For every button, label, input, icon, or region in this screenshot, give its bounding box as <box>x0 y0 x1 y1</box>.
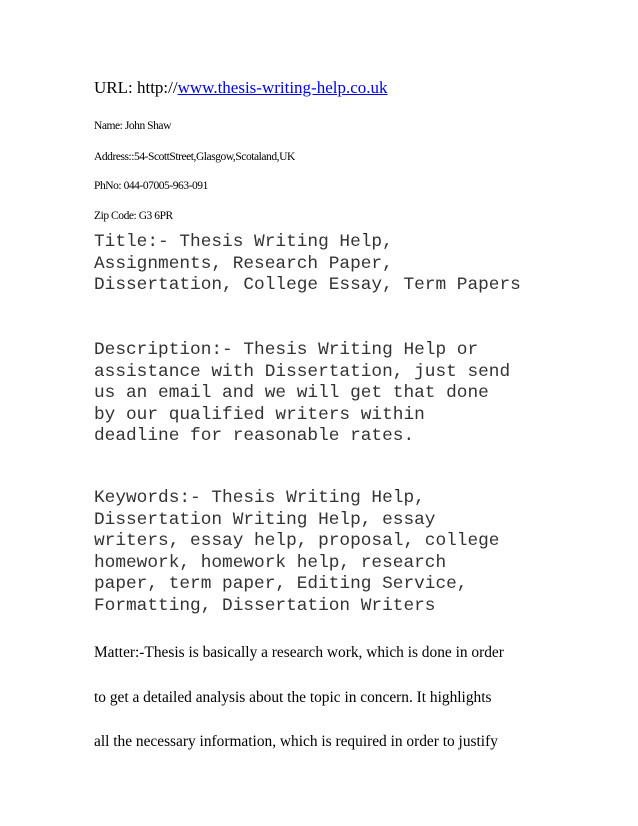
description-block <box>94 340 634 448</box>
contact-name: Name: John Shaw <box>94 120 171 132</box>
matter-line: Matter:-Thesis is basically a research work, which is done in order <box>94 644 504 661</box>
description-line: Description:- Thesis Writing Help or <box>94 340 479 360</box>
description-line: us an email and we will get that done <box>94 383 489 403</box>
title-block <box>94 232 634 297</box>
keywords-line: homework, homework help, research <box>94 552 447 573</box>
keywords-block <box>94 488 634 617</box>
contact-zip: Zip Code: G3 6PR <box>94 210 173 222</box>
title-line: Assignments, Research Paper, <box>94 253 393 274</box>
title-line: Title:- Thesis Writing Help, <box>94 232 393 252</box>
matter-line: to get a detailed analysis about the topic in concern. It highlights <box>94 689 492 706</box>
keywords-line: paper, term paper, Editing Service, <box>94 574 468 594</box>
keywords-line: Keywords:- Thesis Writing Help, <box>94 488 425 508</box>
keywords-line: Dissertation Writing Help, essay <box>94 509 436 530</box>
title-line: Dissertation, College Essay, Term Papers <box>94 275 521 295</box>
url-label: URL: http:// <box>94 78 178 97</box>
keywords-line: Formatting, Dissertation Writers <box>94 595 436 616</box>
description-line: assistance with Dissertation, just send <box>94 361 511 382</box>
contact-phone: PhNo: 044-07005-963-091 <box>94 180 208 192</box>
matter-line: all the necessary information, which is required in order to justify <box>94 733 498 750</box>
description-line: deadline for reasonable rates. <box>94 426 415 446</box>
url-line <box>94 78 388 98</box>
keywords-line: writers, essay help, proposal, college <box>94 531 500 551</box>
contact-address: Address::54-ScottStreet,Glasgow,Scotaland,UK <box>94 151 295 163</box>
website-link[interactable]: www.thesis-writing-help.co.uk <box>177 78 388 97</box>
description-line: by our qualified writers within <box>94 404 425 425</box>
